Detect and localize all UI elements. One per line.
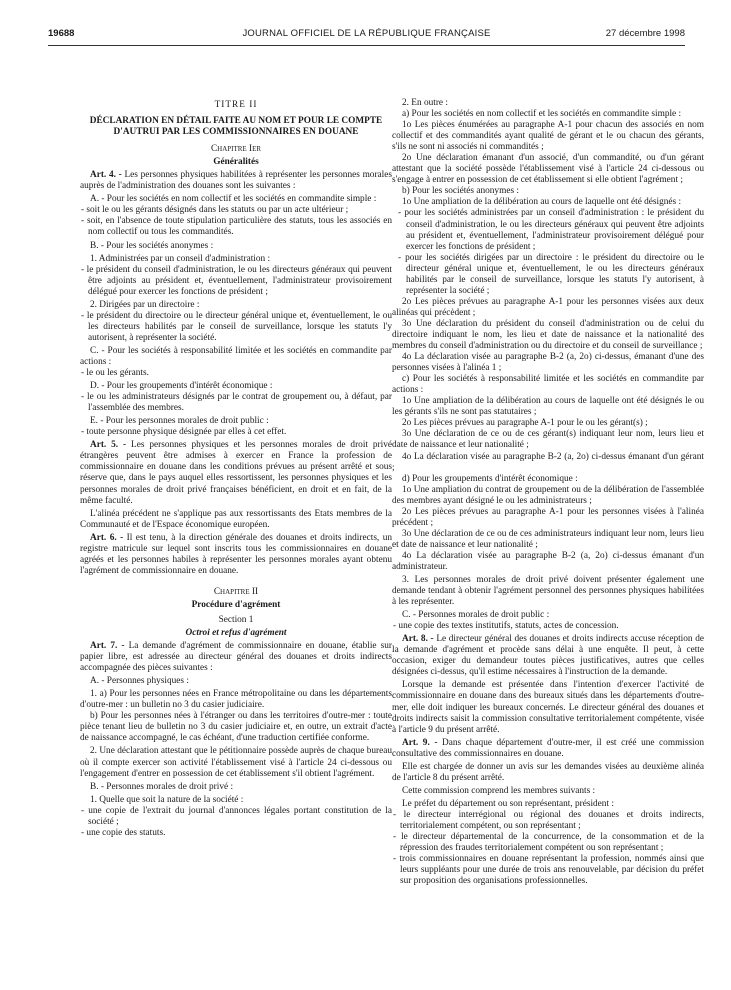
- titre-heading: TITRE II: [214, 100, 258, 110]
- right-column: [392, 98, 704, 887]
- paragraph: Cette commission comprend les membres suivants :: [402, 785, 596, 796]
- paragraph: 1o Une ampliation de la délibération au cours de laquelle ont été désignés :: [402, 197, 682, 208]
- list-item: - une copie de l'extrait du journal d'annonces légales portant constitution de la société ;: [81, 805, 392, 827]
- paragraph: 4o La déclaration visée au paragraphe B-2 (a, 2o) ci-dessus émanant d'un gérant ;: [392, 451, 704, 473]
- article-label: Art. 8. -: [402, 634, 434, 645]
- paragraph: Elle est chargée de donner un avis sur les demandes visées au deuxième alinéa de l'article 8 du présent arrêté.: [392, 761, 704, 783]
- titre-subject: DÉCLARATION EN DÉTAIL FAITE AU NOM ET POUR LE COMPTE D'AUTRUI PAR LES COMMISSIONNAIRES EN DOUANE: [89, 116, 383, 138]
- paragraph: 2. En outre :: [402, 98, 448, 108]
- chapter-2-title: Procédure d'agrément: [191, 599, 281, 610]
- paragraph: 2o Les pièces prévues au paragraphe A-1 pour les personnes visées à l'alinéa précédent ;: [392, 506, 704, 528]
- paragraph: D. - Pour les groupements d'intérêt économique :: [90, 381, 273, 392]
- paragraph: b) Pour les personnes nées à l'étranger ou dans les territoires d'outre-mer : toute pièce tenant lieu de bulletin no 3 du casier judiciaire et, en outre, un extrait d'acte de naissance accompagné, le cas échéant, d'une traduction certifiée conforme.: [80, 711, 392, 744]
- article-label: Art. 9. -: [402, 737, 438, 748]
- article-text: Les personnes physiques et les personnes morales de droit privé étrangères peuvent être admises à exercer en France la profession de commissionnaire en douane dans les conditions prévues au présent arrêté et sous réserve que, dans le pays auquel elles ressortissent, les personnes physiques et les personnes morales de droit privé françaises bénéficient, en droit et en fait, de la même faculté.: [80, 440, 392, 506]
- article-text: Il est tenu, à la direction générale des douanes et droits indirects, un registre matricule sur lequel sont inscrits tous les commissionnaires en douane agréés et les personnes habiles à représenter les personnes morales ayant obtenu l'agrément de commissionnaire en douane.: [80, 532, 392, 576]
- paragraph: 3o Une déclaration du président du conseil d'administration ou de celui du directoire indiquant le nom, les lieu et date de naissance et la nationalité des membres du conseil d'administration ou du directoire et du conseil de surveillance ;: [392, 318, 704, 352]
- paragraph: B. - Personnes morales de droit privé :: [90, 781, 234, 792]
- section-1-title: Octroi et refus d'agrément: [185, 628, 287, 639]
- paragraph: Le préfet du département ou son représentant, président :: [402, 798, 614, 809]
- paragraph: 3o Une déclaration de ce ou de ces gérant(s) indiquant leur nom, leurs lieu et date de naissance et leur nationalité ;: [392, 429, 704, 451]
- paragraph: 3o Une déclaration de ce ou de ces administrateurs indiquant leur nom, leurs lieu et date de naissance et leur nationalité ;: [392, 528, 704, 550]
- article-4: [80, 170, 392, 192]
- page-number: 19688: [48, 28, 75, 39]
- issue-date: 27 décembre 1998: [605, 28, 685, 39]
- journal-title: JOURNAL OFFICIEL DE LA RÉPUBLIQUE FRANÇAISE: [242, 28, 491, 39]
- paragraph: 1o Une ampliation de la délibération au cours de laquelle ont été désignés le ou les gérants s'ils ne sont pas statutaires ;: [392, 396, 704, 418]
- article-label: Art. 4. -: [90, 170, 122, 181]
- paragraph: Lorsque la demande est présentée dans l'intention d'exercer l'activité de commissionnaire en douane dans des bureaux situés dans les départements d'outre-mer, elle doit indiquer les bureaux concernés. Le directeur général des douanes et droits indirects saisit la commission consultative territorialement compétente, visée à l'article 9 du présent arrêté.: [392, 680, 704, 735]
- paragraph: 4o La déclaration visée au paragraphe B-2 (a, 2o) ci-dessus émanant d'un administrateur.: [392, 550, 704, 572]
- paragraph: 1o Les pièces énumérées au paragraphe A-1 pour chacun des associés en nom collectif et des commandités ayant qualité de gérant et le ou chacun des gérants, s'ils ne sont ni associés ni commandités ;: [392, 120, 704, 153]
- paragraph: C. - Personnes morales de droit public :: [402, 610, 550, 621]
- list-item: - pour les sociétés administrées par un conseil d'administration : le président du conseil d'administration, le ou les directeurs généraux qui peuvent être adjoints au président et, éventuellement, l'administrateur provisoirement délégué pour exercer les fonctions de président ;: [398, 208, 704, 252]
- paragraph: L'alinéa précédent ne s'applique pas aux ressortissants des Etats membres de la Communauté et de l'Espace économique européen.: [80, 508, 392, 530]
- article-text: Le directeur général des douanes et droits indirects accuse réception de la demande d'agrément et procède sans délai à une enquête. Il peut, à cette occasion, exiger du demandeur toutes pièces justificatives, autres que celles désignées ci-dessus, qu'il estime nécessaires à l'instruction de la demande.: [392, 634, 704, 678]
- section-1-label: Section 1: [218, 614, 254, 625]
- paragraph: B. - Pour les sociétés anonymes :: [90, 240, 214, 251]
- list-item: - soit le ou les gérants désignés dans les statuts ou par un acte ultérieur ;: [81, 205, 349, 216]
- chapter-1-label: Chapitre Ier: [210, 144, 262, 155]
- paragraph: a) Pour les sociétés en nom collectif et les sociétés en commandite simple :: [402, 109, 682, 120]
- list-item: - toute personne physique désignée par elles à cet effet.: [81, 427, 287, 438]
- article-5: [80, 440, 392, 506]
- paragraph: 2. Dirigées par un directoire :: [90, 299, 200, 310]
- list-item: - le directeur départemental de la concurrence, de la consommation et de la répression des fraudes territorialement compétent ou son représentant ;: [393, 832, 704, 854]
- paragraph: 1. Administrées par un conseil d'administration :: [90, 253, 271, 264]
- list-item: - soit, en l'absence de toute stipulation particulière des statuts, tous les associés en nom collectif ou tous les commandités.: [81, 216, 392, 238]
- list-item: - pour les sociétés dirigées par un directoire : le président du directoire ou le directeur général unique et, éventuellement, le ou les directeurs généraux habilités par le conseil de surveillance, lorsque les statuts l'y autorisent, à représenter la société ;: [398, 252, 704, 296]
- list-item: - le ou les administrateurs désignés par le contrat de groupement ou, à défaut, par l'assemblée des membres.: [81, 392, 392, 414]
- list-item: - le directeur interrégional ou régional des douanes et droits indirects, territorialement compétent, ou son représentant ;: [393, 809, 704, 831]
- list-item: - le président du conseil d'administration, le ou les directeurs généraux qui peuvent être adjoints au président et, éventuellement, l'administrateur provisoirement délégué pour exercer les fonctions de président ;: [81, 264, 392, 297]
- article-7: [80, 641, 392, 674]
- list-item: - le ou les gérants.: [81, 368, 149, 379]
- chapter-2-label: Chapitre II: [213, 586, 259, 597]
- paragraph: 1o Une ampliation du contrat de groupement ou de la délibération de l'assemblée des membres ayant désigné le ou les administrateurs ;: [392, 484, 704, 506]
- article-9: [392, 738, 704, 760]
- article-text: Les personnes physiques habilitées à représenter les personnes morales auprès de l'administration des douanes sont les suivantes :: [80, 170, 392, 192]
- paragraph: b) Pour les sociétés anonymes :: [402, 186, 519, 197]
- list-item: - une copie des statuts.: [81, 827, 166, 838]
- paragraph: E. - Pour les personnes morales de droit public :: [90, 416, 269, 427]
- list-item: - trois commissionnaires en douane représentant la profession, nommés ainsi que leurs suppléants pour une durée de trois ans renouvelable, par décision du préfet sur proposition des organisations professionnelles.: [393, 854, 704, 887]
- left-column: [80, 98, 392, 839]
- paragraph: A. - Personnes physiques :: [90, 676, 189, 687]
- list-item: - une copie des textes institutifs, statuts, actes de concession.: [393, 621, 619, 632]
- paragraph: 2o Les pièces prévues au paragraphe A-1 pour le ou les gérant(s) ;: [402, 418, 648, 429]
- article-8: [392, 634, 704, 678]
- list-item: - le président du directoire ou le directeur général unique et, éventuellement, le ou les directeurs habilités par le conseil de surveillance, lorsque les statuts l'y autorisent, à représenter la société.: [81, 310, 392, 343]
- paragraph: A. - Pour les sociétés en nom collectif et les sociétés en commandite simple :: [90, 194, 377, 205]
- article-text: La demande d'agrément de commissionnaire en douane, établie sur papier libre, est adressée au directeur général des douanes et droits indirects accompagnée des pièces suivantes :: [80, 641, 392, 674]
- paragraph: C. - Pour les sociétés à responsabilité limitée et les sociétés en commandite par actions :: [80, 345, 392, 367]
- article-text: Dans chaque département d'outre-mer, il est créé une commission consultative des commissionnaires en douane.: [392, 737, 704, 759]
- paragraph: 4o La déclaration visée au paragraphe B-2 (a, 2o) ci-dessus, émanant d'une des personnes visées à l'alinéa 1 ;: [392, 352, 704, 374]
- paragraph: 2o Les pièces prévues au paragraphe A-1 pour les personnes visées aux deux alinéas qui précèdent ;: [392, 296, 704, 318]
- article-label: Art. 5. -: [90, 440, 127, 451]
- paragraph: 1. a) Pour les personnes nées en France métropolitaine ou dans les départements d'outre-mer : un bulletin no 3 du casier judiciaire.: [80, 689, 392, 711]
- header-rule: [48, 45, 685, 46]
- article-label: Art. 7. -: [90, 641, 125, 652]
- paragraph: 2. Une déclaration attestant que le pétitionnaire possède auprès de chaque bureau où il compte exercer son activité l'établissement visé à l'article 24 ci-dessous ou l'engagement d'entrer en possession de cet établissement s'il obtient l'agrément.: [80, 746, 392, 779]
- paragraph: d) Pour les groupements d'intérêt économique :: [402, 473, 578, 484]
- paragraph: 3. Les personnes morales de droit privé doivent présenter également une demande tendant à obtenir l'agrément personnel des personnes physiques habilitées à les représenter.: [392, 575, 704, 608]
- paragraph: 1. Quelle que soit la nature de la société :: [90, 794, 244, 805]
- page-header: [48, 28, 685, 42]
- paragraph: c) Pour les sociétés à responsabilité limitée et les sociétés en commandite par actions :: [392, 374, 704, 396]
- chapter-1-title: Généralités: [213, 157, 259, 168]
- article-label: Art. 6. -: [90, 532, 124, 543]
- paragraph: 2o Une déclaration émanant d'un associé, d'un commandité, ou d'un gérant attestant que la société possède l'établissement visé à l'article 24 ci-dessous ou s'engage à entrer en possession de cet établissement si elle obtient l'agrément ;: [392, 153, 704, 186]
- article-6: [80, 533, 392, 577]
